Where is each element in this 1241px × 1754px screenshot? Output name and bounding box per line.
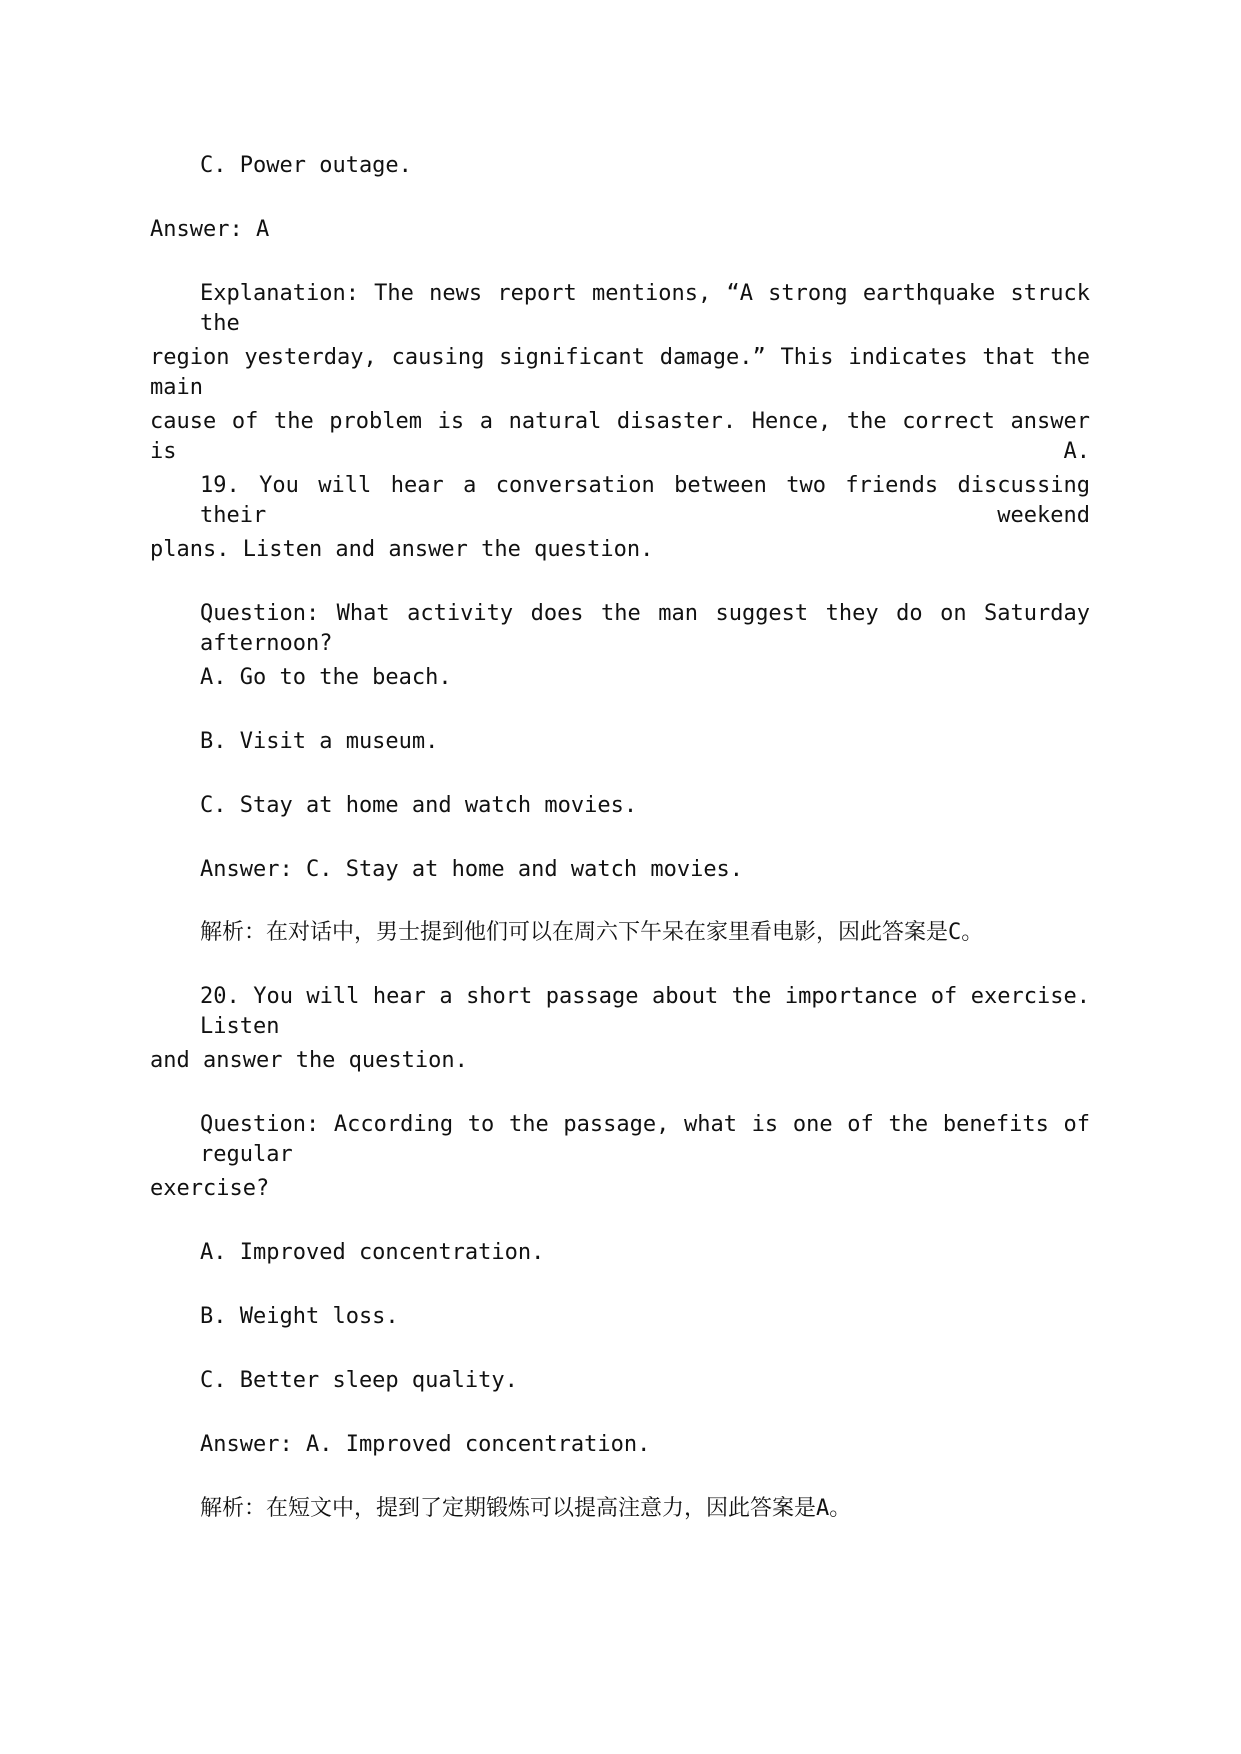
question-19-prompt-line-1: 19. You will hear a conversation between two friends discussing their weekend [200,473,1090,528]
question-19-text: Question: What activity does the man suggest they do on Saturday afternoon? [200,601,1090,656]
question-19-option-b: B. Visit a museum. [200,729,439,754]
question-20-option-b: B. Weight loss. [200,1304,399,1329]
answer-line-q18: Answer: A [150,217,270,242]
question-19-analysis: 解析：在对话中，男士提到他们可以在周六下午呆在家里看电影，因此答案是C。 [200,920,984,945]
question-19-option-c: C. Stay at home and watch movies. [200,793,638,818]
question-20-prompt-line-1: 20. You will hear a short passage about the importance of exercise. Listen [200,984,1090,1039]
explanation-line-2: region yesterday, causing significant damage.” This indicates that the main [150,345,1090,400]
question-20-option-a: A. Improved concentration. [200,1240,545,1265]
explanation-line-3: cause of the problem is a natural disaster. Hence, the correct answer is A. [150,409,1090,464]
option-c-power-outage: C. Power outage. [200,153,412,178]
question-20-option-c: C. Better sleep quality. [200,1368,518,1393]
question-20-analysis: 解析：在短文中，提到了定期锻炼可以提高注意力，因此答案是A。 [200,1496,852,1521]
explanation-line-1: Explanation: The news report mentions, “A strong earthquake struck the [200,281,1090,336]
question-20-text-line-1: Question: According to the passage, what is one of the benefits of regular [200,1112,1090,1167]
question-19-answer: Answer: C. Stay at home and watch movies. [200,857,744,882]
question-19-prompt-line-2: plans. Listen and answer the question. [150,537,654,562]
question-20-prompt-line-2: and answer the question. [150,1048,468,1073]
question-19-option-a: A. Go to the beach. [200,665,452,690]
question-20-text-line-2: exercise? [150,1176,270,1201]
question-20-answer: Answer: A. Improved concentration. [200,1432,651,1457]
